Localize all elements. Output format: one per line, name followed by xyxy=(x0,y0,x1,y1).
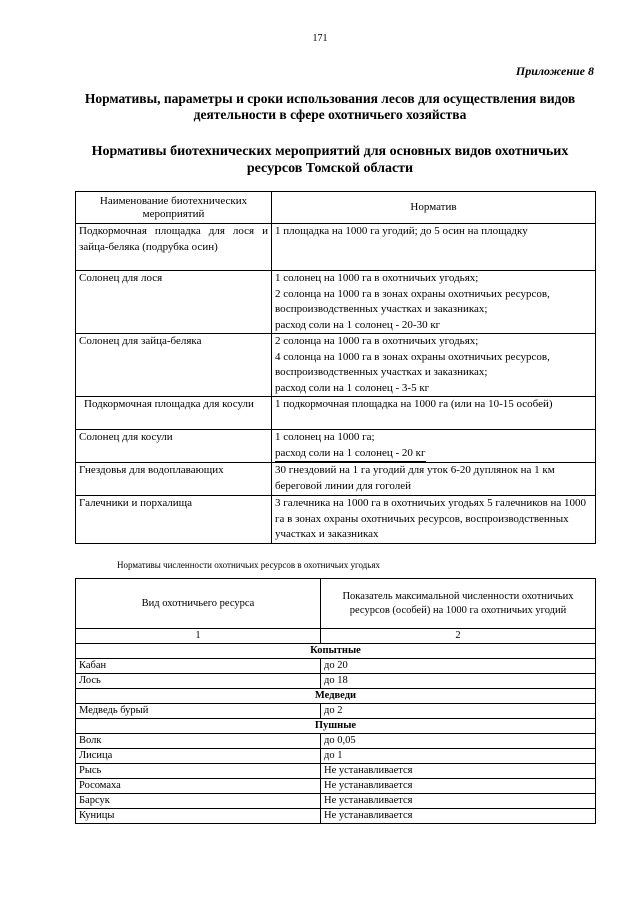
group-title-ungulates: Копытные xyxy=(76,644,596,659)
table-row xyxy=(76,463,596,496)
group-row xyxy=(76,719,596,734)
norm-line: 2 солонца на 1000 га в зонах охраны охотничьих ресурсов, воспроизводственных участках и заказниках; xyxy=(275,287,550,315)
species-name: Лось xyxy=(76,674,321,689)
table-row xyxy=(76,734,596,749)
group-title-fur: Пушные xyxy=(76,719,596,734)
measure-name: Галечники и порхалища xyxy=(76,496,272,544)
species-name: Лисица xyxy=(76,749,321,764)
column-header-species: Вид охотничьего ресурса xyxy=(76,579,321,629)
group-row xyxy=(76,644,596,659)
species-name: Росомаха xyxy=(76,779,321,794)
table-row xyxy=(76,704,596,719)
column-number: 1 xyxy=(76,629,321,644)
column-header-measure: Наименование биотехнических мероприятий xyxy=(76,192,272,224)
table-row xyxy=(76,271,596,334)
population-value: Не устанавливается xyxy=(321,794,596,809)
table-header-row xyxy=(76,579,596,629)
table-row xyxy=(76,496,596,544)
species-name: Медведь бурый xyxy=(76,704,321,719)
table-caption: Нормативы численности охотничьих ресурсов в охотничьих угодьях xyxy=(117,560,381,570)
main-title: Нормативы, параметры и сроки использования лесов для осуществления видов деятельности в сфере охотничьего хозяйства xyxy=(84,91,576,122)
norm-line: 1 площадка на 1000 га угодий; до 5 осин на площадку xyxy=(275,225,528,237)
measure-name: Солонец для лося xyxy=(76,271,272,334)
subtitle: Нормативы биотехнических мероприятий для основных видов охотничьих ресурсов Томской области xyxy=(91,144,569,176)
measure-norm xyxy=(272,271,596,334)
species-name: Волк xyxy=(76,734,321,749)
page-number: 171 xyxy=(312,33,328,44)
table-row xyxy=(76,749,596,764)
measure-name: Солонец для зайца-беляка xyxy=(76,334,272,397)
table-row xyxy=(76,674,596,689)
measure-norm xyxy=(272,496,596,544)
table-row xyxy=(76,794,596,809)
table-row xyxy=(76,659,596,674)
measure-name: Подкормочная площадка для косули xyxy=(76,397,272,430)
norm-line: 3 галечника на 1000 га в охотничьих угодьях 5 галечников на 1000 га в зонах охраны охотничьих ресурсов, воспроизводственных участках и заказниках xyxy=(275,497,586,540)
species-name: Барсук xyxy=(76,794,321,809)
norm-line: 4 солонца на 1000 га в зонах охраны охотничьих ресурсов, воспроизводственных участках и заказниках; xyxy=(275,350,550,378)
norm-line: 1 солонец на 1000 га в охотничьих угодьях; xyxy=(275,272,479,284)
biotech-measures-table xyxy=(75,191,596,544)
measure-norm xyxy=(272,463,596,496)
table-row xyxy=(76,779,596,794)
norm-line: расход соли на 1 солонец - 20-30 кг xyxy=(275,318,441,331)
column-header-norm: Норматив xyxy=(272,192,596,224)
population-value: до 18 xyxy=(321,674,596,689)
norm-line: 2 солонца на 1000 га в охотничьих угодьях; xyxy=(275,335,479,347)
population-norms-table xyxy=(75,578,596,824)
measure-norm xyxy=(272,430,596,463)
species-name: Куницы xyxy=(76,809,321,824)
table-header-row xyxy=(76,192,596,224)
population-value: Не устанавливается xyxy=(321,809,596,824)
population-value: Не устанавливается xyxy=(321,779,596,794)
measure-name: Подкормочная площадка для лося и зайца-беляка (подрубка осин) xyxy=(76,224,272,271)
group-row xyxy=(76,689,596,704)
table-row xyxy=(76,334,596,397)
norm-line: расход соли на 1 солонец - 3-5 кг xyxy=(275,381,430,394)
population-value: до 1 xyxy=(321,749,596,764)
measure-name: Солонец для косули xyxy=(76,430,272,463)
population-value: до 20 xyxy=(321,659,596,674)
column-number-row xyxy=(76,629,596,644)
measure-norm xyxy=(272,334,596,397)
species-name: Рысь xyxy=(76,764,321,779)
column-number: 2 xyxy=(321,629,596,644)
species-name: Кабан xyxy=(76,659,321,674)
norm-line: 1 подкормочная площадка на 1000 га (или на 10-15 особей) xyxy=(275,398,553,410)
norm-line: 30 гнездовий на 1 га угодий для уток 6-20 дуплянок на 1 км береговой линии для гоголей xyxy=(275,464,555,492)
population-value: Не устанавливается xyxy=(321,764,596,779)
appendix-label: Приложение 8 xyxy=(515,64,594,78)
group-title-bears: Медведи xyxy=(76,689,596,704)
norm-line xyxy=(275,446,592,463)
table-row xyxy=(76,764,596,779)
table-row xyxy=(76,809,596,824)
table-row xyxy=(76,430,596,463)
table-row xyxy=(76,224,596,271)
measure-norm xyxy=(272,397,596,430)
population-value: до 2 xyxy=(321,704,596,719)
population-value: до 0,05 xyxy=(321,734,596,749)
column-header-max-population: Показатель максимальной численности охотничьих ресурсов (особей) на 1000 га охотничьих угодий xyxy=(321,579,596,629)
norm-line-underlined: расход соли на 1 солонец - 20 кг xyxy=(275,446,426,463)
measure-name: Гнездовья для водоплавающих xyxy=(76,463,272,496)
table-row xyxy=(76,397,596,430)
measure-norm xyxy=(272,224,596,271)
norm-line: 1 солонец на 1000 га; xyxy=(275,431,375,443)
